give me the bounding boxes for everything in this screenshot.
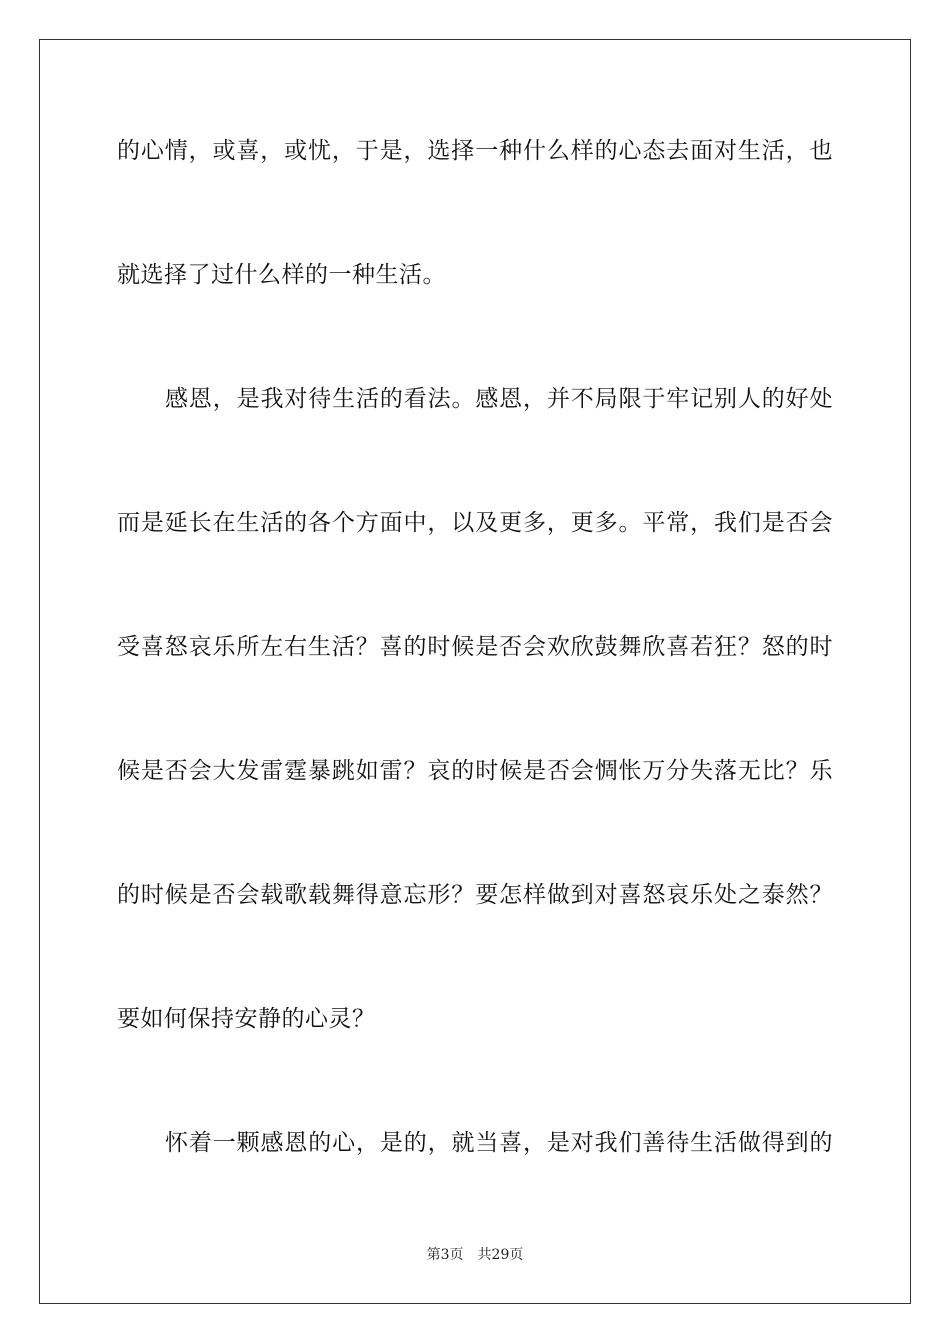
text-line: 就选择了过什么样的一种生活。 (117, 262, 446, 288)
text-line: 要如何保持安静的心灵？ (117, 1006, 376, 1032)
text-line: 而是延长在生活的各个方面中，以及更多，更多。平常，我们是否会 (117, 510, 833, 536)
page-footer (0, 1246, 950, 1264)
page-frame (39, 39, 911, 1304)
text-line: 怀着一颗感恩的心，是的，就当喜，是对我们善待生活做得到的 (165, 1130, 833, 1156)
page-number: 第3页 (426, 1247, 464, 1263)
text-line: 候是否会大发雷霆暴跳如雷？哀的时候是否会惆怅万分失落无比？乐 (117, 758, 833, 784)
page-total: 共29页 (477, 1247, 524, 1263)
text-line: 的时候是否会载歌载舞得意忘形？要怎样做到对喜怒哀乐处之泰然？ (117, 882, 833, 908)
text-line: 的心情，或喜，或忧，于是，选择一种什么样的心态去面对生活，也 (117, 138, 833, 164)
text-line: 受喜怒哀乐所左右生活？喜的时候是否会欢欣鼓舞欣喜若狂？怒的时 (117, 634, 833, 660)
text-line: 感恩，是我对待生活的看法。感恩，并不局限于牢记别人的好处 (165, 386, 833, 412)
